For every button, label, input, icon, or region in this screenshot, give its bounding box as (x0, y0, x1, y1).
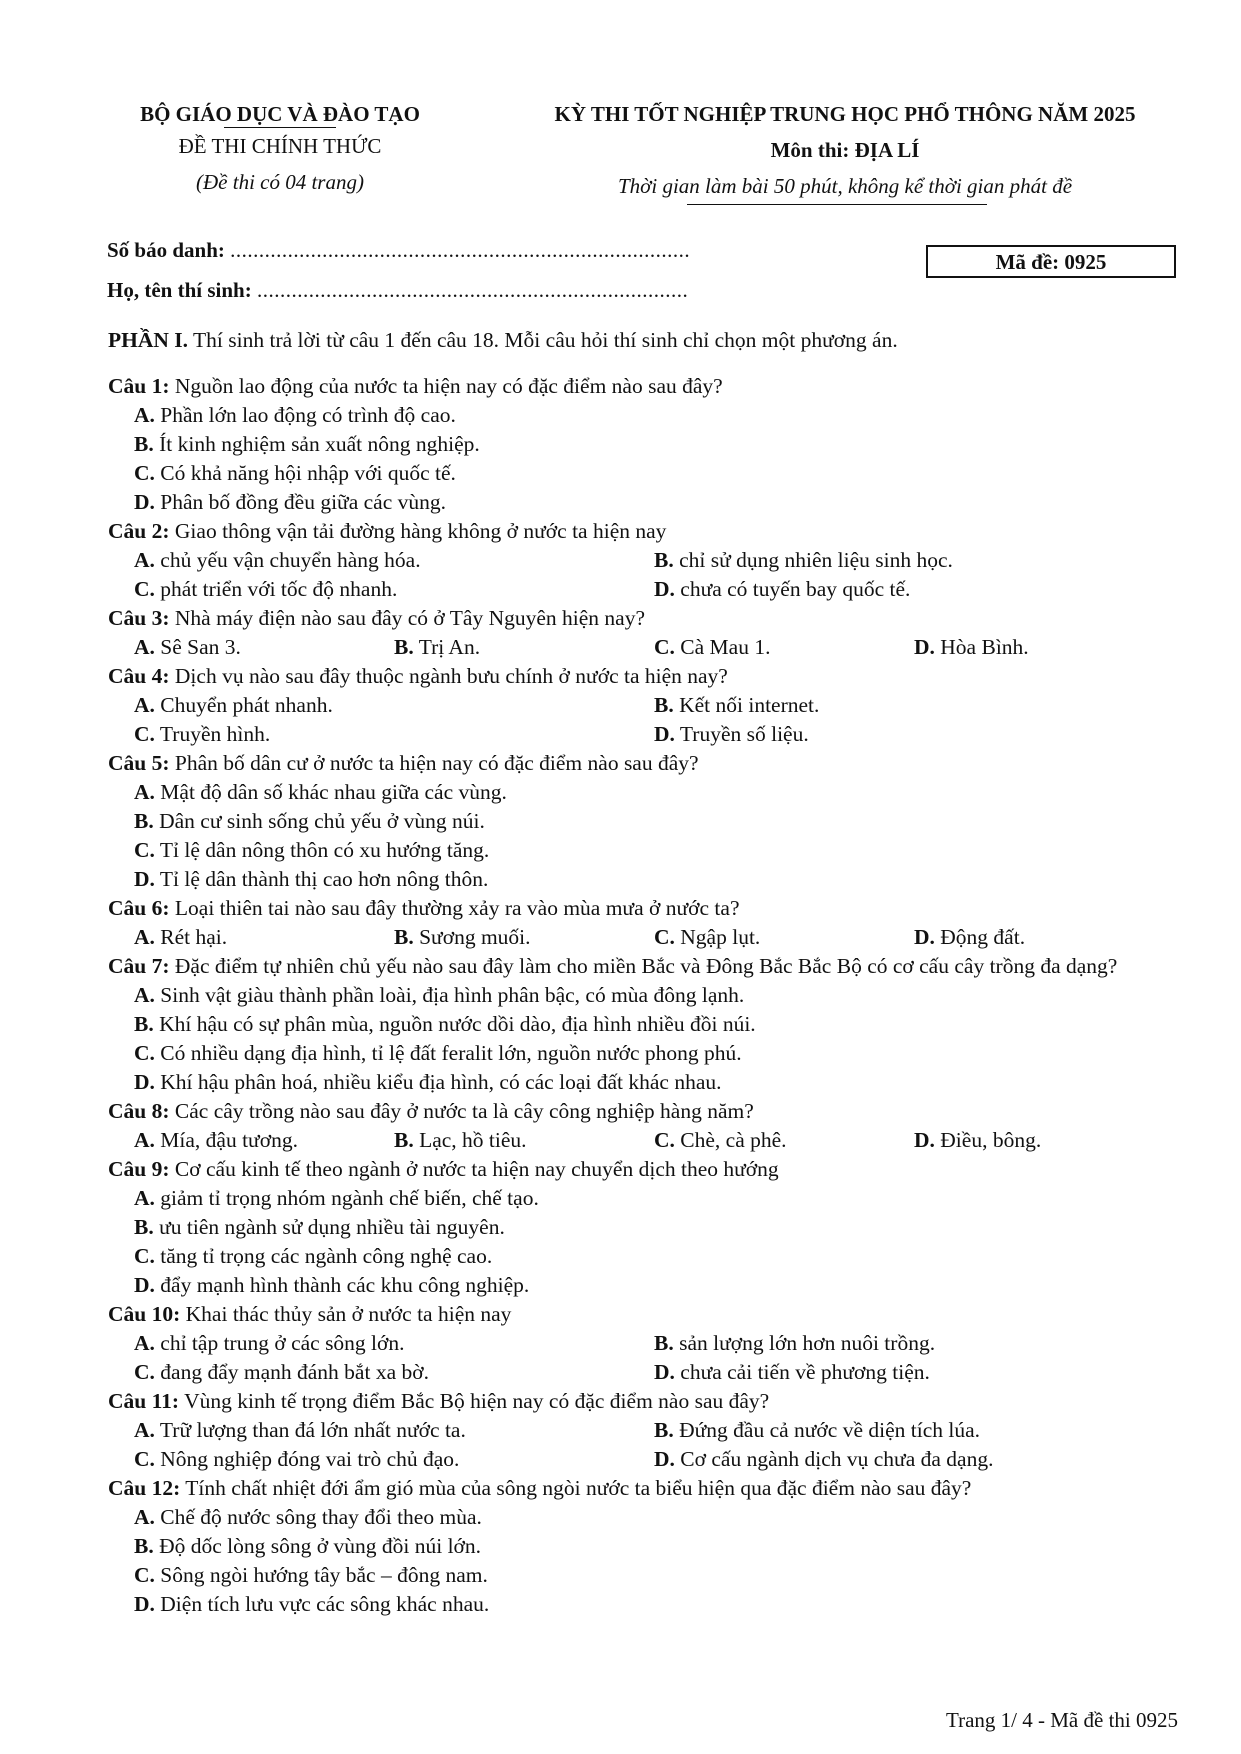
header-right (500, 96, 1190, 205)
option-text: Sương muối. (419, 925, 531, 949)
question-text: Khai thác thủy sản ở nước ta hiện nay (185, 1302, 512, 1326)
answer-option-d (134, 1068, 1188, 1097)
question (108, 1097, 1188, 1155)
option-text: tăng tỉ trọng các ngành công nghệ cao. (160, 1244, 493, 1268)
answer-option-a (134, 1184, 1188, 1213)
option-text: Trữ lượng than đá lớn nhất nước ta. (159, 1418, 466, 1442)
answer-option-c (134, 1561, 1188, 1590)
option-letter: D. (134, 490, 155, 514)
answer-option-d (914, 923, 1174, 952)
answer-options (108, 691, 1188, 749)
answer-option-a (134, 1503, 1188, 1532)
option-text: Tỉ lệ dân nông thôn có xu hướng tăng. (159, 838, 490, 862)
answer-option-b (134, 430, 1188, 459)
option-letter: B. (394, 925, 414, 949)
option-text: Động đất. (940, 925, 1026, 949)
question (108, 662, 1188, 749)
option-letter: C. (134, 1041, 155, 1065)
question-number: Câu 6: (108, 896, 170, 920)
option-letter: C. (134, 1244, 155, 1268)
answer-option-b (134, 1010, 1188, 1039)
option-letter: A. (134, 1331, 155, 1355)
candidate-name-label: Họ, tên thí sinh: (107, 278, 252, 302)
answer-option-b (134, 1213, 1188, 1242)
answer-option-b (654, 691, 1174, 720)
answer-option-d (654, 575, 1174, 604)
option-letter: B. (654, 1331, 674, 1355)
option-letter: D. (134, 1592, 155, 1616)
answer-option-b (394, 1126, 654, 1155)
option-letter: D. (914, 635, 935, 659)
answer-option-d (134, 1271, 1188, 1300)
question-stem (108, 1097, 1188, 1126)
question-stem (108, 1387, 1188, 1416)
answer-option-a (134, 691, 654, 720)
answer-option-c (134, 1358, 654, 1387)
question-text: Loại thiên tai nào sau đây thường xảy ra vào mùa mưa ở nước ta? (174, 896, 740, 920)
answer-option-d (654, 1445, 1174, 1474)
option-text: Cà Mau 1. (680, 635, 771, 659)
page-footer: Trang 1/ 4 - Mã đề thi 0925 (946, 1708, 1178, 1732)
question-text: Nguồn lao động của nước ta hiện nay có đặc điểm nào sau đây? (174, 374, 723, 398)
question-text: Giao thông vận tải đường hàng không ở nước ta hiện nay (174, 519, 667, 543)
option-letter: B. (654, 548, 674, 572)
option-text: Phân bố đồng đều giữa các vùng. (160, 490, 446, 514)
question-text: Phân bố dân cư ở nước ta hiện nay có đặc điểm nào sau đây? (174, 751, 699, 775)
option-text: Sinh vật giàu thành phần loài, địa hình phân bậc, có mùa đông lạnh. (160, 983, 745, 1007)
option-text: chỉ sử dụng nhiên liệu sinh học. (679, 548, 953, 572)
question-stem (108, 517, 1188, 546)
candidate-name-dots: ........................................................................... (256, 278, 689, 302)
option-text: Khí hậu có sự phân mùa, nguồn nước dồi dào, địa hình nhiều đồi núi. (159, 1012, 756, 1036)
option-text: Khí hậu phân hoá, nhiều kiểu địa hình, có các loại đất khác nhau. (160, 1070, 722, 1094)
answer-option-b (394, 633, 654, 662)
option-text: Rét hại. (160, 925, 228, 949)
answer-option-b (134, 807, 1188, 836)
option-letter: D. (914, 1128, 935, 1152)
question-stem (108, 372, 1188, 401)
option-letter: C. (134, 838, 155, 862)
question-number: Câu 4: (108, 664, 170, 688)
question-text: Cơ cấu kinh tế theo ngành ở nước ta hiện nay chuyển dịch theo hướng (174, 1157, 779, 1181)
answer-options (108, 1329, 1188, 1387)
option-text: chủ yếu vận chuyển hàng hóa. (160, 548, 421, 572)
option-letter: B. (134, 432, 154, 456)
option-letter: D. (654, 577, 675, 601)
question-text: Vùng kinh tế trọng điểm Bắc Bộ hiện nay có đặc điểm nào sau đây? (184, 1389, 770, 1413)
duration-underline (687, 204, 987, 205)
question-stem (108, 1300, 1188, 1329)
question-number: Câu 2: (108, 519, 170, 543)
question-stem (108, 662, 1188, 691)
option-text: Nông nghiệp đóng vai trò chủ đạo. (160, 1447, 460, 1471)
answer-option-a (134, 923, 394, 952)
header-left (100, 96, 460, 200)
option-text: Có khả năng hội nhập với quốc tế. (160, 461, 456, 485)
option-text: giảm tỉ trọng nhóm ngành chế biến, chế tạo. (160, 1186, 539, 1210)
option-text: Diện tích lưu vực các sông khác nhau. (160, 1592, 490, 1616)
option-letter: C. (654, 635, 675, 659)
option-text: Truyền số liệu. (679, 722, 809, 746)
option-text: Cơ cấu ngành dịch vụ chưa đa dạng. (680, 1447, 994, 1471)
candidate-id-line (107, 238, 690, 263)
option-letter: D. (134, 1070, 155, 1094)
question-stem (108, 749, 1188, 778)
question (108, 604, 1188, 662)
option-letter: C. (134, 1447, 155, 1471)
question-number: Câu 7: (108, 954, 170, 978)
official-label: ĐỀ THI CHÍNH THỨC (178, 134, 382, 158)
answer-options (108, 1184, 1188, 1300)
option-text: Trị An. (418, 635, 481, 659)
answer-option-a (134, 1416, 654, 1445)
option-letter: A. (134, 403, 155, 427)
question-text: Nhà máy điện nào sau đây có ở Tây Nguyên hiện nay? (174, 606, 645, 630)
answer-options (108, 1126, 1188, 1155)
option-letter: A. (134, 693, 155, 717)
option-text: Sông ngòi hướng tây bắc – đông nam. (160, 1563, 488, 1587)
question (108, 1300, 1188, 1387)
question-stem (108, 604, 1188, 633)
question-number: Câu 12: (108, 1476, 181, 1500)
option-letter: B. (134, 1215, 154, 1239)
option-text: Điều, bông. (940, 1128, 1042, 1152)
answer-option-b (654, 546, 1174, 575)
answer-option-a (134, 981, 1188, 1010)
option-text: Chuyển phát nhanh. (160, 693, 333, 717)
answer-option-d (914, 1126, 1174, 1155)
option-letter: A. (134, 1505, 155, 1529)
part-1-instructions (108, 328, 898, 353)
option-text: Mật độ dân số khác nhau giữa các vùng. (160, 780, 507, 804)
answer-row (134, 691, 1188, 720)
option-letter: B. (134, 1012, 154, 1036)
part-1-label: PHẦN I. (108, 328, 189, 352)
answer-option-a (134, 1126, 394, 1155)
question-number: Câu 3: (108, 606, 170, 630)
question (108, 372, 1188, 517)
answer-options (108, 1416, 1188, 1474)
answer-options (108, 981, 1188, 1097)
subject: Môn thi: ĐỊA LÍ (770, 138, 920, 162)
question-stem (108, 1155, 1188, 1184)
question-text: Tính chất nhiệt đới ẩm gió mùa của sông ngòi nước ta biểu hiện qua đặc điểm nào sau đây? (185, 1476, 972, 1500)
option-letter: C. (134, 1360, 155, 1384)
answer-option-a (134, 1329, 654, 1358)
answer-option-c (654, 633, 914, 662)
question-number: Câu 1: (108, 374, 170, 398)
answer-row (134, 720, 1188, 749)
answer-row (134, 575, 1188, 604)
answer-option-c (654, 923, 914, 952)
answer-row (134, 1416, 1188, 1445)
question (108, 894, 1188, 952)
question (108, 1474, 1188, 1619)
answer-option-c (134, 836, 1188, 865)
answer-option-c (134, 1242, 1188, 1271)
option-letter: A. (134, 1186, 155, 1210)
option-text: chỉ tập trung ở các sông lớn. (160, 1331, 405, 1355)
option-text: ưu tiên ngành sử dụng nhiều tài nguyên. (159, 1215, 505, 1239)
option-letter: A. (134, 548, 155, 572)
option-letter: B. (394, 1128, 414, 1152)
option-text: Phần lớn lao động có trình độ cao. (160, 403, 456, 427)
question-stem (108, 894, 1188, 923)
answer-option-d (134, 865, 1188, 894)
answer-option-b (654, 1416, 1174, 1445)
option-text: Lạc, hồ tiêu. (419, 1128, 527, 1152)
option-letter: A. (134, 925, 155, 949)
option-text: Sê San 3. (160, 635, 241, 659)
answer-option-a (134, 401, 1188, 430)
option-text: Truyền hình. (159, 722, 271, 746)
option-text: Hòa Bình. (940, 635, 1029, 659)
question (108, 1155, 1188, 1300)
option-letter: C. (134, 722, 155, 746)
option-letter: A. (134, 983, 155, 1007)
answer-row (134, 923, 1188, 952)
option-letter: C. (134, 577, 155, 601)
option-letter: D. (134, 867, 155, 891)
part-1-text: Thí sinh trả lời từ câu 1 đến câu 18. Mỗi câu hỏi thí sinh chỉ chọn một phương án. (193, 328, 898, 352)
question-list (108, 372, 1188, 1619)
answer-options (108, 1503, 1188, 1619)
option-text: Ngập lụt. (680, 925, 761, 949)
option-letter: A. (134, 1418, 155, 1442)
option-letter: B. (654, 693, 674, 717)
option-letter: D. (654, 1360, 675, 1384)
question-number: Câu 10: (108, 1302, 181, 1326)
option-letter: B. (394, 635, 414, 659)
answer-option-d (654, 720, 1174, 749)
option-text: Chè, cà phê. (680, 1128, 787, 1152)
option-letter: B. (654, 1418, 674, 1442)
answer-options (108, 778, 1188, 894)
option-letter: B. (134, 809, 154, 833)
answer-option-b (134, 1532, 1188, 1561)
candidate-id-dots: ................................................................................ (230, 238, 691, 262)
option-letter: C. (134, 461, 155, 485)
question-text: Các cây trồng nào sau đây ở nước ta là cây công nghiệp hàng năm? (174, 1099, 754, 1123)
question-number: Câu 8: (108, 1099, 170, 1123)
option-letter: A. (134, 635, 155, 659)
question-number: Câu 5: (108, 751, 170, 775)
answer-options (108, 923, 1188, 952)
pages-note: (Đề thi có 04 trang) (196, 170, 364, 194)
answer-row (134, 546, 1188, 575)
answer-option-d (914, 633, 1174, 662)
answer-options (108, 633, 1188, 662)
option-text: Có nhiều dạng địa hình, tỉ lệ đất feralit lớn, nguồn nước phong phú. (160, 1041, 742, 1065)
option-text: đang đẩy mạnh đánh bắt xa bờ. (160, 1360, 429, 1384)
answer-option-c (134, 720, 654, 749)
option-text: Độ dốc lòng sông ở vùng đồi núi lớn. (159, 1534, 482, 1558)
question-number: Câu 9: (108, 1157, 170, 1181)
option-letter: C. (134, 1563, 155, 1587)
question (108, 952, 1188, 1097)
option-text: chưa có tuyến bay quốc tế. (680, 577, 911, 601)
answer-row (134, 1358, 1188, 1387)
answer-option-a (134, 778, 1188, 807)
question-number: Câu 11: (108, 1389, 180, 1413)
option-letter: D. (134, 1273, 155, 1297)
option-text: chưa cải tiến về phương tiện. (680, 1360, 930, 1384)
answer-option-d (134, 1590, 1188, 1619)
option-letter: A. (134, 780, 155, 804)
answer-row (134, 633, 1188, 662)
answer-option-c (134, 1445, 654, 1474)
question-stem (108, 952, 1188, 981)
option-text: Mía, đậu tương. (160, 1128, 298, 1152)
option-letter: D. (654, 1447, 675, 1471)
option-text: Đứng đầu cả nước về diện tích lúa. (679, 1418, 981, 1442)
option-text: Ít kinh nghiệm sản xuất nông nghiệp. (159, 432, 480, 456)
exam-code-box: Mã đề: 0925 (926, 245, 1176, 278)
answer-options (108, 546, 1188, 604)
option-text: Kết nối internet. (679, 693, 820, 717)
answer-row (134, 1445, 1188, 1474)
question (108, 1387, 1188, 1474)
candidate-name-line (107, 278, 688, 303)
answer-option-c (134, 459, 1188, 488)
option-letter: C. (654, 1128, 675, 1152)
answer-row (134, 1126, 1188, 1155)
option-text: Dân cư sinh sống chủ yếu ở vùng núi. (159, 809, 485, 833)
answer-options (108, 401, 1188, 517)
option-text: đẩy mạnh hình thành các khu công nghiệp. (160, 1273, 530, 1297)
answer-option-c (134, 575, 654, 604)
answer-option-c (134, 1039, 1188, 1068)
answer-option-c (654, 1126, 914, 1155)
question (108, 749, 1188, 894)
candidate-id-label: Số báo danh: (107, 238, 225, 262)
question-stem (108, 1474, 1188, 1503)
option-text: Tỉ lệ dân thành thị cao hơn nông thôn. (159, 867, 489, 891)
option-letter: C. (654, 925, 675, 949)
question-text: Dịch vụ nào sau đây thuộc ngành bưu chính ở nước ta hiện nay? (174, 664, 728, 688)
option-letter: B. (134, 1534, 154, 1558)
option-text: sản lượng lớn hơn nuôi trồng. (679, 1331, 936, 1355)
ministry-name: BỘ GIÁO DỤC VÀ ĐÀO TẠO (140, 102, 420, 126)
answer-option-b (394, 923, 654, 952)
answer-option-a (134, 633, 394, 662)
option-letter: D. (654, 722, 675, 746)
option-letter: D. (914, 925, 935, 949)
option-text: phát triển với tốc độ nhanh. (160, 577, 398, 601)
answer-option-d (654, 1358, 1174, 1387)
option-text: Chế độ nước sông thay đổi theo mùa. (160, 1505, 482, 1529)
question (108, 517, 1188, 604)
question-text: Đặc điểm tự nhiên chủ yếu nào sau đây làm cho miền Bắc và Đông Bắc Bắc Bộ có cơ cấu cây trồng đa dạng? (174, 954, 1118, 978)
answer-option-b (654, 1329, 1174, 1358)
answer-row (134, 1329, 1188, 1358)
exam-title: KỲ THI TỐT NGHIỆP TRUNG HỌC PHỔ THÔNG NĂM 2025 (554, 102, 1136, 126)
duration: Thời gian làm bài 50 phút, không kể thời gian phát đề (617, 174, 1073, 198)
answer-option-a (134, 546, 654, 575)
answer-option-d (134, 488, 1188, 517)
option-letter: A. (134, 1128, 155, 1152)
